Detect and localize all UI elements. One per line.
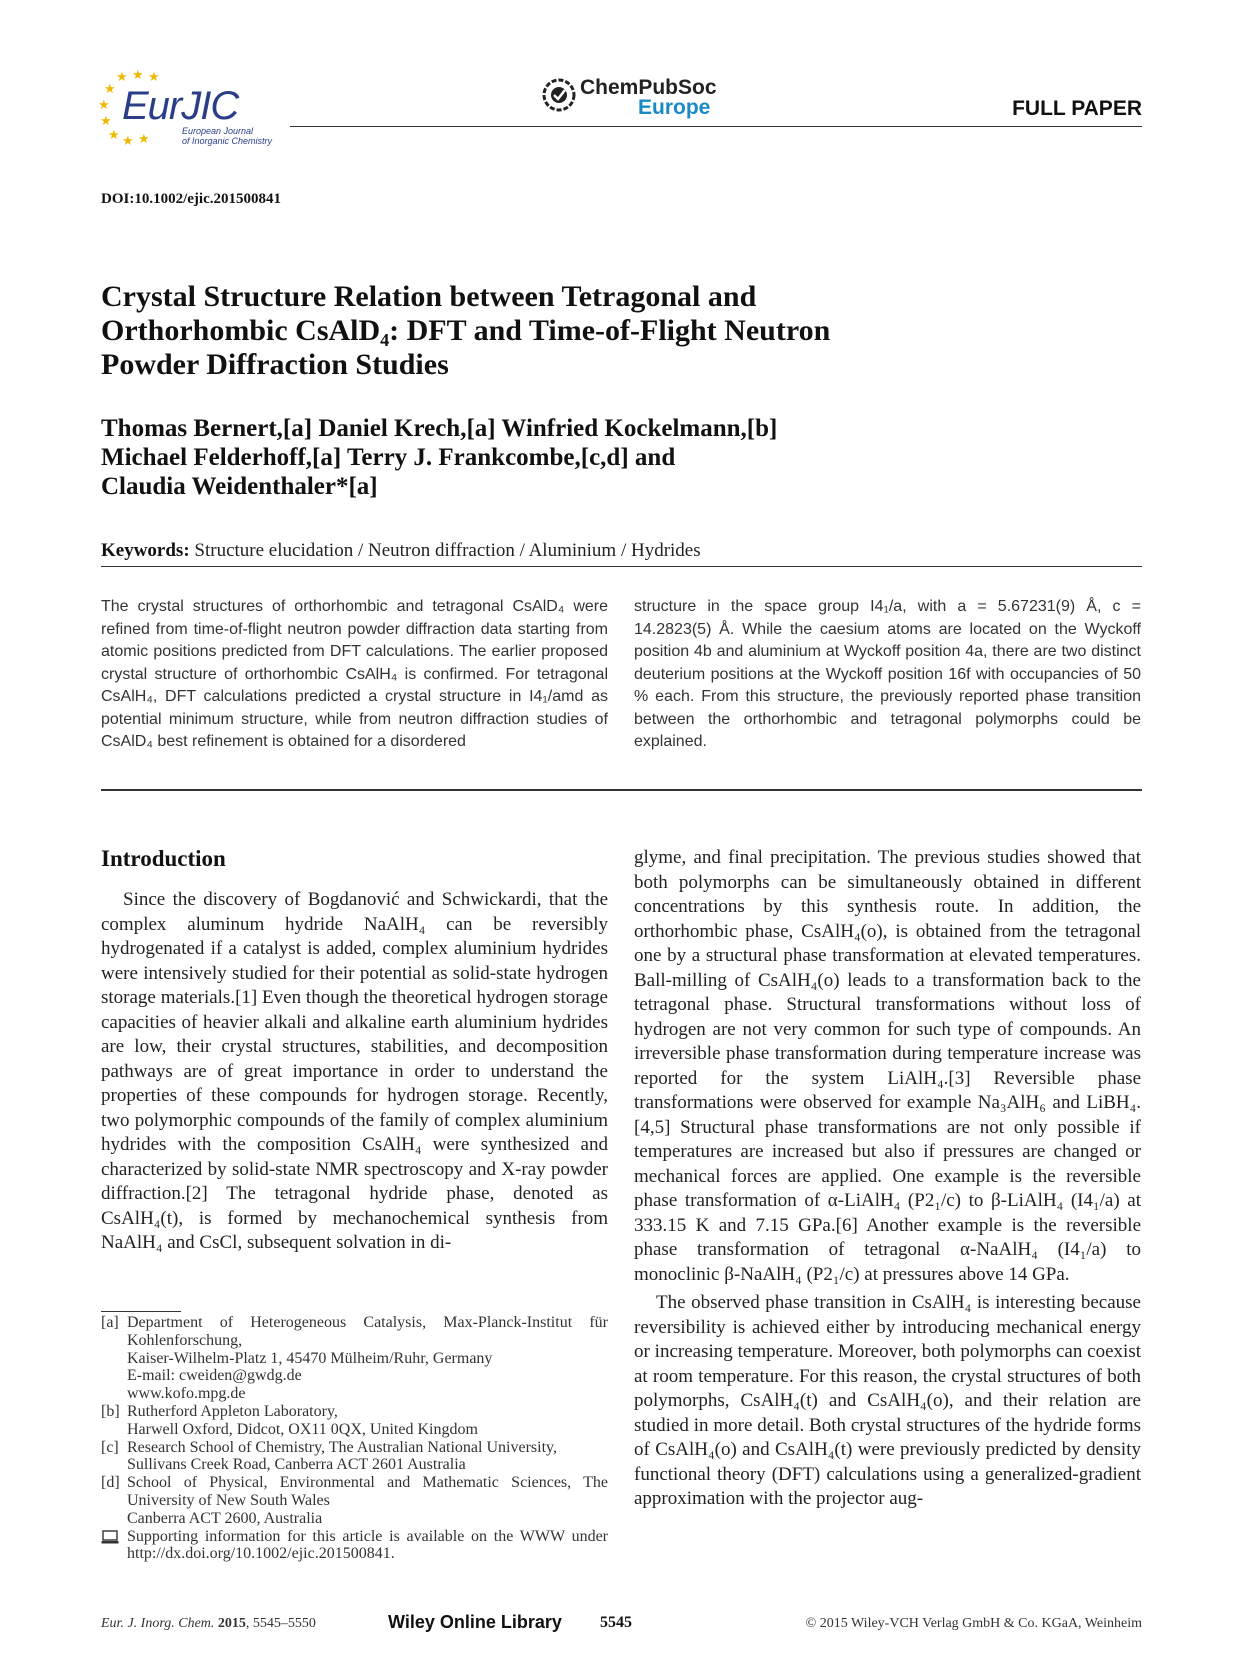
affiliation-c: [c] Research School of Chemistry, The Australian National University, Sullivans Creek Road, Canberra ACT 2601 Australia	[101, 1438, 557, 1474]
paragraph: Since the discovery of Bogdanović and Schwickardi, that the complex aluminum hydride NaAlH₄ can be reversibly hydrogenated if a catalyst is added, complex aluminium hydrides were intensively studied for their potential as solid-state hydrogen storage materials.[1] Even though the theoretical hydrogen storage capacities of heavier alkali and alkaline earth aluminium hydrides are low, their crystal structures, stabilities, and decomposition pathways are of great importance in order to understand the properties of these compounds for hydrogen storage. Recently, two polymorphic compounds of the family of complex aluminium hydrides with the composition CsAlH₄ were synthesized and characterized by solid-state NMR spectroscopy and X-ray powder diffraction.[2] The tetragonal hydride phase, denoted as CsAlH₄(t), is formed by mechanochemical synthesis from NaAlH₄ and CsCl, subsequent solvation in di-	[101, 889, 608, 1253]
title-line: Crystal Structure Relation between Tetragonal and	[101, 280, 757, 313]
footnote-rule	[101, 1311, 181, 1312]
introduction-left-column	[101, 888, 608, 1256]
chempubsoc-region: Europe	[638, 96, 711, 119]
affiliation-b: [b] Rutherford Appleton Laboratory, Harwell Oxford, Didcot, OX11 0QX, United Kingdom	[101, 1402, 478, 1438]
keywords	[101, 540, 701, 562]
star-icon: ★	[148, 69, 160, 84]
star-icon: ★	[98, 97, 110, 112]
header-rule	[290, 126, 1142, 127]
star-icon: ★	[116, 69, 128, 84]
paragraph: The observed phase transition in CsAlH₄ is interesting because reversibility is achieved either by introducing mechanical energy or increasing temperature. Moreover, both polymorphs can coexist at room temperature. For this reason, the crystal structures of both polymorphs, CsAlH₄(t) and CsAlH₄(o), and their relation are studied in more detail. Both crystal structures of the hydride forms of CsAlH₄(o) and CsAlH₄(t) were previously predicted by density functional theory (DFT) calculations using a generalized-gradient approximation with the projector aug-	[634, 1292, 1141, 1509]
paragraph: glyme, and final precipitation. The previous studies showed that both polymorphs can be simultaneously obtained in different concentrations by this synthesis route. In addition, the orthorhombic phase, CsAlH₄(o), is obtained from the tetragonal one by a structural phase transformation at elevated temperatures. Ball-milling of CsAlH₄(o) leads to a transformation back to the tetragonal phase. Structural transformations without loss of hydrogen are not very common for such type of compounds. An irreversible phase transformation during temperature increase was reported for the system LiAlH₄.[3] Reversible phase transformations were observed for example Na₃AlH₆ and LiBH₄.[4,5] Structural phase transformations are not only possible if temperatures are increased but also if pressures are changed or mechanical forces are applied. One example is the reversible phase transformation of α-LiAlH₄ (P2₁/c) to β-LiAlH₄ (I4₁/a) at 333.15 K and 7.15 GPa.[6] Another example is the reversible phase transformation of tetragonal α-NaAlH₄ (I4₁/a) to monoclinic β-NaAlH₄ (P2₁/c) at pressures above 14 GPa.	[634, 847, 1141, 1285]
eurjic-wordmark: EurJIC	[122, 84, 239, 128]
doi: DOI:10.1002/ejic.201500841	[101, 191, 281, 207]
author-list	[101, 414, 1001, 501]
author-line: Thomas Bernert,[a] Daniel Krech,[a] Winfried Kockelmann,[b]	[101, 415, 778, 442]
star-icon: ★	[100, 113, 112, 128]
abstract-right-column: structure in the space group I4₁/a, with a = 5.67231(9) Å, c = 14.2823(5) Å. While the caesium atoms are located on the Wyckoff position 4b and aluminium at Wyckoff position 4a, there are two distinct deuterium positions at the Wyckoff position 16f with occupancies of 50 % each. From this structure, the previously reported phase transition between the orthorhombic and tetragonal polymorphs could be explained.	[634, 598, 1141, 750]
introduction-right-column	[634, 846, 1141, 1512]
star-icon: ★	[138, 131, 150, 146]
article-type: FULL PAPER	[1012, 97, 1142, 120]
chempubsoc-name: ChemPubSoc	[580, 76, 717, 99]
author-line: Michael Felderhoff,[a] Terry J. Frankcombe,[c,d] and	[101, 444, 676, 471]
wiley-online-library-logo: Wiley Online Library	[388, 1612, 562, 1632]
page-number: 5545	[600, 1614, 632, 1631]
chempubsoc-logo	[542, 76, 722, 121]
eurjic-logo	[98, 67, 288, 150]
star-icon: ★	[108, 127, 120, 142]
affiliations	[101, 1314, 608, 1563]
keywords-text: Structure elucidation / Neutron diffraction / Aluminium / Hydrides	[194, 540, 701, 561]
footer-citation: Eur. J. Inorg. Chem. 2015, 5545–5550	[101, 1616, 316, 1631]
star-icon: ★	[122, 133, 134, 148]
article-title	[101, 280, 1001, 382]
computer-icon	[101, 1530, 119, 1544]
title-line: Powder Diffraction Studies	[101, 348, 449, 381]
keywords-label: Keywords:	[101, 540, 190, 561]
affiliation-d: [d] School of Physical, Environmental and Mathematic Sciences, The University of New South Wales Canberra ACT 2600, Australia	[101, 1474, 608, 1527]
chempubsoc-emblem-icon	[542, 78, 576, 112]
section-heading-introduction: Introduction	[101, 846, 226, 871]
abstract-rule	[101, 789, 1142, 791]
star-icon: ★	[104, 81, 116, 96]
affiliation-a: [a] Department of Heterogeneous Catalysis, Max-Planck-Institut für Kohlenforschung, Kaiser-Wilhelm-Platz 1, 45470 Mülheim/Ruhr, Germany E-mail: cweiden@gwdg.de www.kofo.mpg.de	[101, 1314, 608, 1403]
star-icon: ★	[132, 67, 144, 82]
supporting-information-note: Supporting information for this article is available on the WWW under http://dx.doi.org/10.1002/ejic.201500841.	[101, 1528, 608, 1564]
eurjic-subtitle: European Journal of Inorganic Chemistry	[182, 126, 273, 146]
title-line: Orthorhombic CsAlD₄: DFT and Time-of-Flight Neutron	[101, 314, 831, 347]
keywords-rule	[101, 566, 1142, 567]
abstract-left-column: The crystal structures of orthorhombic and tetragonal CsAlD₄ were refined from time-of-flight neutron powder diffraction data starting from atomic positions predicted from DFT calculations. The earlier proposed crystal structure of orthorhombic CsAlH₄ is confirmed. For tetragonal CsAlH₄, DFT calculations predicted a crystal structure in I4₁/amd as potential minimum structure, while from neutron diffraction studies of CsAlD₄ best refinement is obtained for a disordered	[101, 598, 608, 750]
copyright: © 2015 Wiley-VCH Verlag GmbH & Co. KGaA, Weinheim	[805, 1616, 1142, 1631]
author-line: Claudia Weidenthaler*[a]	[101, 473, 378, 500]
